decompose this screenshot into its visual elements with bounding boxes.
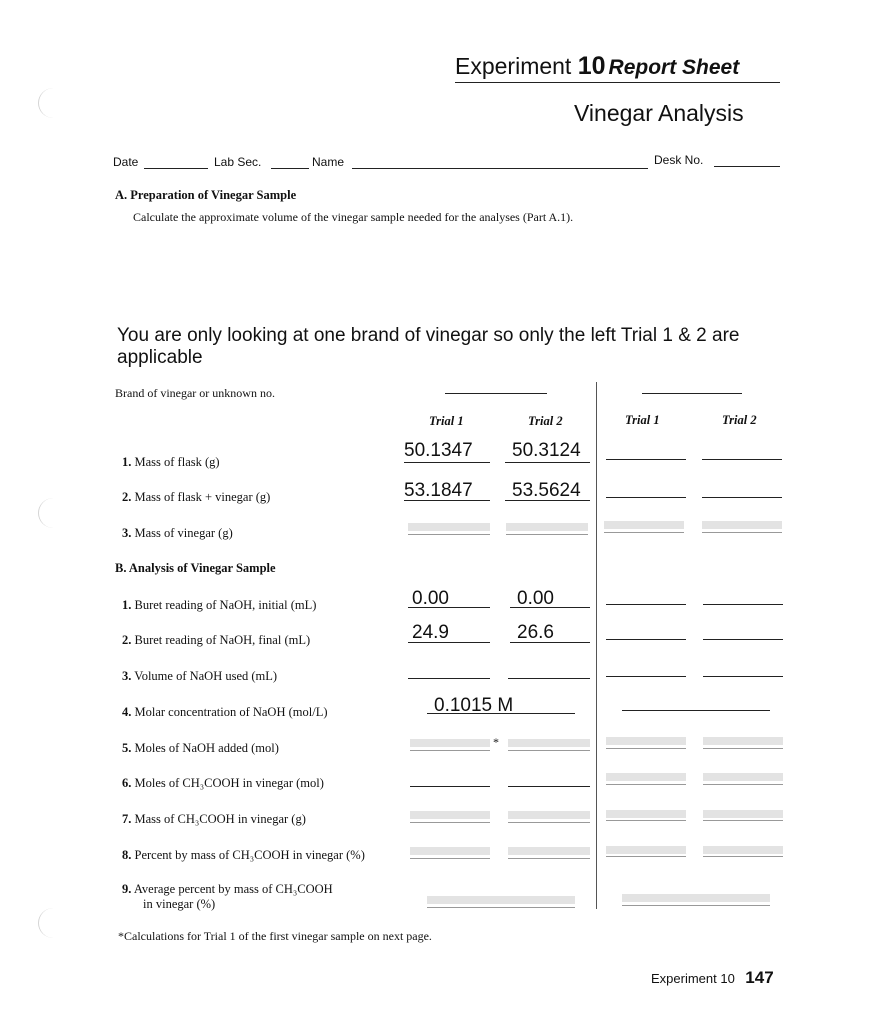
page-footer xyxy=(651,968,774,988)
row-b7-trial1-right-rule xyxy=(606,820,686,821)
report-title xyxy=(455,52,739,81)
row-a1-trial2-field[interactable] xyxy=(505,462,590,463)
row-b3-trial1-right-field[interactable] xyxy=(606,676,686,677)
row-a2-trial1-field[interactable] xyxy=(404,500,490,501)
row-b5-trial1-rule xyxy=(410,750,490,751)
row-b5-trial1-right-rule xyxy=(606,748,686,749)
row-b6-trial2-right-field[interactable] xyxy=(703,773,783,781)
col-header-trial2-right: Trial 2 xyxy=(722,413,757,427)
row-b6-trial1-field[interactable] xyxy=(410,786,490,787)
page-subtitle: Vinegar Analysis xyxy=(574,100,744,126)
row-a1-trial2-value: 50.3124 xyxy=(512,440,581,461)
punch-hole-bottom xyxy=(38,908,69,938)
row-a3-trial1-rule xyxy=(408,534,490,535)
row-b9-right-field[interactable] xyxy=(622,894,770,902)
row-b1-trial2-right-field[interactable] xyxy=(703,604,783,605)
row-b5-trial1-right-field[interactable] xyxy=(606,737,686,745)
row-b5-label: 5. Moles of NaOH added (mol) xyxy=(122,741,279,755)
experiment-word: Experiment xyxy=(455,53,572,79)
punch-hole-top xyxy=(38,88,69,118)
row-b2-trial2-right-field[interactable] xyxy=(703,639,783,640)
row-a2-trial2-right-field[interactable] xyxy=(702,497,782,498)
row-b6-trial1-right-field[interactable] xyxy=(606,773,686,781)
row-a3-trial1-right-rule xyxy=(604,532,684,533)
footer-experiment: Experiment 10 xyxy=(651,971,735,986)
row-b9-left-rule xyxy=(427,907,575,908)
row-b7-trial2-right-rule xyxy=(703,820,783,821)
punch-hole-middle xyxy=(38,498,69,528)
row-b7-trial1-field[interactable] xyxy=(410,811,490,819)
row-b2-trial2-field[interactable] xyxy=(510,642,590,643)
row-b7-trial1-right-field[interactable] xyxy=(606,810,686,818)
row-b7-trial2-field[interactable] xyxy=(508,811,590,819)
row-b5-trial2-right-rule xyxy=(703,748,783,749)
row-b5-trial2-field[interactable] xyxy=(508,739,590,747)
row-a3-trial2-right-field[interactable] xyxy=(702,521,782,529)
row-b1-trial1-right-field[interactable] xyxy=(606,604,686,605)
footnote: *Calculations for Trial 1 of the first vinegar sample on next page. xyxy=(118,929,432,943)
applicability-note: You are only looking at one brand of vinegar so only the left Trial 1 & 2 are applicable xyxy=(117,325,740,368)
row-b5-trial2-right-field[interactable] xyxy=(703,737,783,745)
lab-sec-field[interactable] xyxy=(271,168,309,169)
row-b6-label: 6. Moles of CH₃COOH in vinegar (mol) xyxy=(122,776,324,790)
row-b3-trial2-field[interactable] xyxy=(508,678,590,679)
section-b-title: B. Analysis of Vinegar Sample xyxy=(115,561,276,575)
col-header-trial1-left: Trial 1 xyxy=(429,414,464,428)
row-b9-label: 9. Average percent by mass of CH₃COOH in vinegar (%) xyxy=(122,882,333,911)
row-a2-label: 2. Mass of flask + vinegar (g) xyxy=(122,490,271,504)
col-header-trial2-left: Trial 2 xyxy=(528,414,563,428)
row-a1-trial1-value: 50.1347 xyxy=(404,440,473,461)
row-a3-trial1-right-field[interactable] xyxy=(604,521,684,529)
row-b8-trial2-rule xyxy=(508,858,590,859)
name-field[interactable] xyxy=(352,168,648,169)
row-b7-trial2-rule xyxy=(508,822,590,823)
row-b3-trial2-right-field[interactable] xyxy=(703,676,783,677)
row-b1-label: 1. Buret reading of NaOH, initial (mL) xyxy=(122,598,317,612)
row-b7-trial1-rule xyxy=(410,822,490,823)
row-b7-label: 7. Mass of CH₃COOH in vinegar (g) xyxy=(122,812,306,826)
row-a1-trial2-right-field[interactable] xyxy=(702,459,782,460)
row-a1-trial1-field[interactable] xyxy=(404,462,490,463)
row-b2-trial1-right-field[interactable] xyxy=(606,639,686,640)
row-a3-trial2-field[interactable] xyxy=(506,523,588,531)
row-b1-trial1-value: 0.00 xyxy=(412,588,449,609)
row-b5-trial1-field[interactable] xyxy=(410,739,490,747)
row-b8-label: 8. Percent by mass of CH₃COOH in vinegar (%) xyxy=(122,848,365,862)
section-a-title: A. Preparation of Vinegar Sample xyxy=(115,188,297,202)
row-b8-trial1-right-rule xyxy=(606,856,686,857)
row-a1-trial1-right-field[interactable] xyxy=(606,459,686,460)
row-a3-trial2-right-rule xyxy=(702,532,782,533)
date-field[interactable] xyxy=(144,168,208,169)
title-rule xyxy=(455,82,780,83)
experiment-number: 10 xyxy=(577,52,606,80)
row-b2-trial1-value: 24.9 xyxy=(412,622,449,643)
row-a3-trial1-field[interactable] xyxy=(408,523,490,531)
row-a2-trial2-value: 53.5624 xyxy=(512,480,581,501)
row-b2-trial1-field[interactable] xyxy=(408,642,490,643)
row-b4-value: 0.1015 M xyxy=(434,695,514,716)
row-b9-right-rule xyxy=(622,905,770,906)
row-b1-trial2-value: 0.00 xyxy=(517,588,554,609)
row-a2-trial1-right-field[interactable] xyxy=(606,497,686,498)
row-a1-label: 1. Mass of flask (g) xyxy=(122,455,220,469)
row-a2-trial1-value: 53.1847 xyxy=(404,480,473,501)
brand-field-right[interactable] xyxy=(642,393,742,394)
desk-no-label: Desk No. xyxy=(654,153,704,167)
row-b8-trial2-right-rule xyxy=(703,856,783,857)
page-number: 147 xyxy=(745,968,774,987)
row-a2-trial2-field[interactable] xyxy=(505,500,590,501)
column-divider xyxy=(596,382,597,909)
col-header-trial1-right: Trial 1 xyxy=(625,413,660,427)
row-b8-trial1-field[interactable] xyxy=(410,847,490,855)
row-a3-label: 3. Mass of vinegar (g) xyxy=(122,526,233,540)
row-b8-trial2-right-field[interactable] xyxy=(703,846,783,854)
row-b8-trial1-rule xyxy=(410,858,490,859)
row-b3-label: 3. Volume of NaOH used (mL) xyxy=(122,669,278,683)
section-a-instruction: Calculate the approximate volume of the vinegar sample needed for the analyses (Part A.1). xyxy=(133,210,574,224)
row-b9-left-field[interactable] xyxy=(427,896,575,904)
row-b6-trial1-right-rule xyxy=(606,784,686,785)
date-label: Date xyxy=(113,155,139,169)
row-b7-trial2-right-field[interactable] xyxy=(703,810,783,818)
name-label: Name xyxy=(312,155,345,169)
lab-sec-label: Lab Sec. xyxy=(214,155,262,169)
row-b4-label: 4. Molar concentration of NaOH (mol/L) xyxy=(122,705,328,719)
row-b4-left-field[interactable] xyxy=(427,713,575,714)
brand-label: Brand of vinegar or unknown no. xyxy=(115,386,275,400)
row-b4-right-field[interactable] xyxy=(622,710,770,711)
brand-field-left[interactable] xyxy=(445,393,547,394)
row-b8-trial2-field[interactable] xyxy=(508,847,590,855)
row-b3-trial1-field[interactable] xyxy=(408,678,490,679)
row-b5-trial2-rule xyxy=(508,750,590,751)
row-b8-trial1-right-field[interactable] xyxy=(606,846,686,854)
row-b1-trial1-field[interactable] xyxy=(408,607,490,608)
desk-no-field[interactable] xyxy=(714,166,780,167)
row-b5-asterisk: * xyxy=(493,735,499,749)
row-a3-trial2-rule xyxy=(506,534,588,535)
row-b1-trial2-field[interactable] xyxy=(510,607,590,608)
row-b2-label: 2. Buret reading of NaOH, final (mL) xyxy=(122,633,311,647)
row-b6-trial2-right-rule xyxy=(703,784,783,785)
row-b2-trial2-value: 26.6 xyxy=(517,622,554,643)
report-sheet-label: Report Sheet xyxy=(608,56,740,79)
row-b6-trial2-field[interactable] xyxy=(508,786,590,787)
